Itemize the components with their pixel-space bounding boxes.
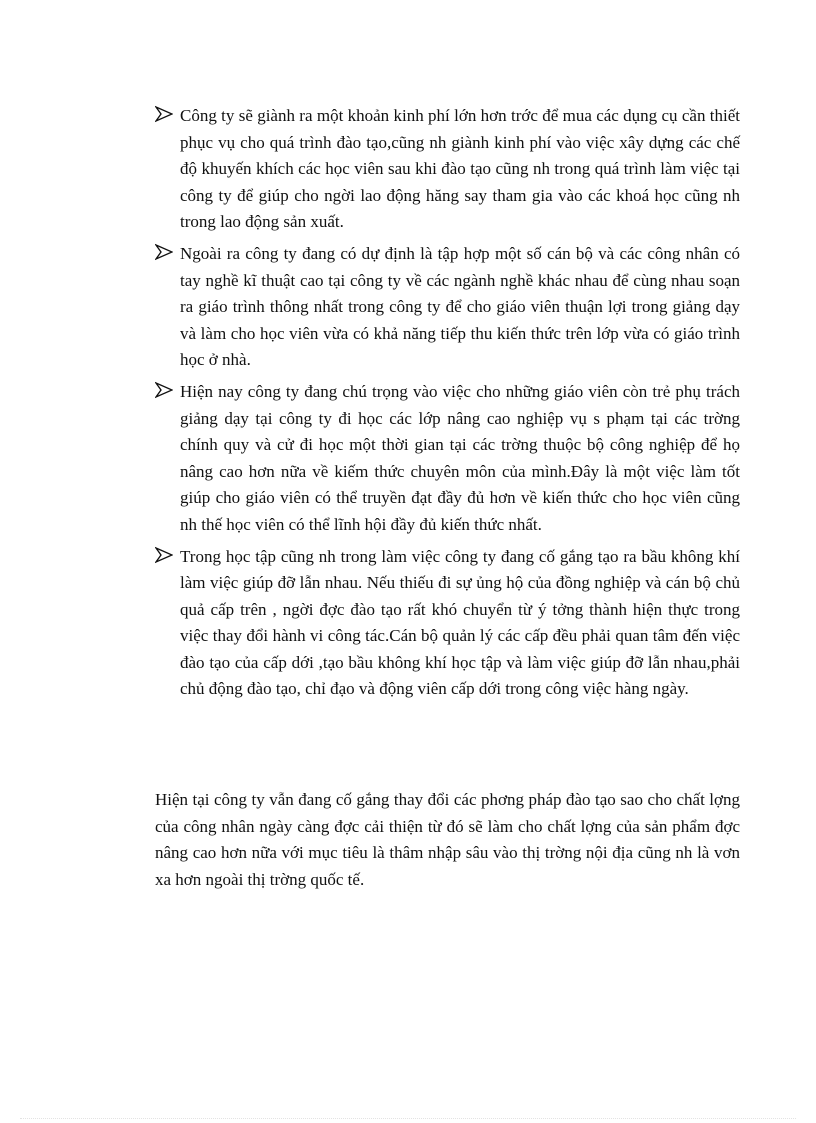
bullet-list xyxy=(155,103,740,708)
arrowhead-bullet-icon xyxy=(155,105,173,123)
arrowhead-bullet-icon xyxy=(155,243,173,261)
list-item xyxy=(155,379,740,539)
list-item xyxy=(155,103,740,236)
bullet-text: Công ty sẽ giành ra một khoản kinh phí lớn hơn trớc để mua các dụng cụ cần thiết phục vụ cho quá trình đào tạo,cũng nh giành kinh phí vào việc xây dựng các chế độ khuyến khích các học viên sau khi đào tạo cũng nh trong quá trình làm việc tại công ty để giúp cho ngời lao động hăng say tham gia vào các khoá học cũng nh trong lao động sản xuất. xyxy=(180,106,740,232)
list-item xyxy=(155,544,740,704)
closing-paragraph: Hiện tại công ty vẫn đang cố gắng thay đổi các phơng pháp đào tạo sao cho chất lợng của công nhân ngày càng đợc cải thiện từ đó sẽ làm cho chất lợng của sản phẩm đợc nâng cao hơn nữa với mục tiêu là thâm nhập sâu vào thị trờng nội địa cũng nh là vơn xa hơn ngoài thị trờng quốc tế. xyxy=(155,790,740,889)
arrowhead-bullet-icon xyxy=(155,546,173,564)
page-bottom-divider xyxy=(20,1118,796,1119)
list-item xyxy=(155,241,740,374)
bullet-text: Hiện nay công ty đang chú trọng vào việc cho những giáo viên còn trẻ phụ trách giảng dạy tại công ty đi học các lớp nâng cao nghiệp vụ s phạm tại các trờng chính quy và cử đi học một thời gian tại các trờng thuộc bộ công nghiệp để họ nâng cao hơn nữa về kiếm thức chuyên môn của mình.Đây là một việc làm tốt giúp cho giáo viên có thể truyền đạt đầy đủ hơn về kiến thức cho học viên cũng nh thế học viên có thể lĩnh hội đầy đủ kiến thức nhất. xyxy=(180,381,740,534)
arrowhead-bullet-icon xyxy=(155,381,173,399)
bullet-text: Trong học tập cũng nh trong làm việc công ty đang cố gắng tạo ra bầu không khí làm việc giúp đỡ lẫn nhau. Nếu thiếu đi sự ủng hộ của đồng nghiệp và cán bộ chủ quả cấp trên , ngời đợc đào tạo rất khó chuyển từ ý tởng thành hiện thực trong việc thay đổi hành vi công tác.Cán bộ quản lý các cấp đều phải quan tâm đến việc đào tạo của cấp dới ,tạo bầu không khí học tập và làm việc giúp đỡ lẫn nhau,phải chủ động đào tạo, chỉ đạo và động viên cấp dới trong công việc hàng ngày. xyxy=(180,546,740,699)
bullet-text: Ngoài ra công ty đang có dự định là tập hợp một số cán bộ và các công nhân có tay nghề kĩ thuật cao tại công ty về các ngành nghề khác nhau để cùng nhau soạn ra giáo trình thông nhất trong công ty để cho giáo viên thuận lợi trong giảng dạy và làm cho học viên vừa có khả năng tiếp thu kiến thức trên lớp vừa có giáo trình học ở nhà. xyxy=(180,243,740,370)
